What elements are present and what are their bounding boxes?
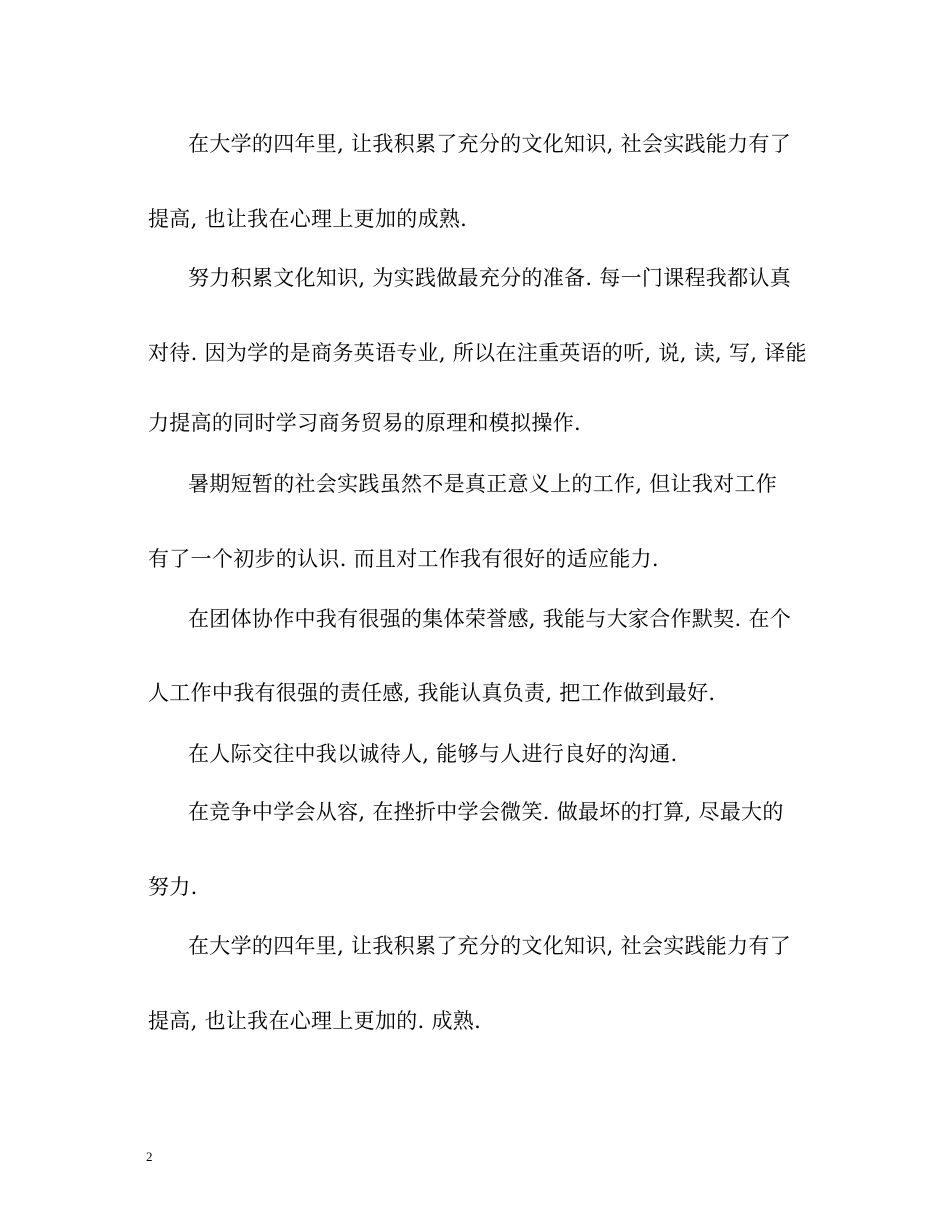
paragraph-6-line-2: 努力. (148, 875, 198, 899)
paragraph-4-line-1: 在团体协作中我有很强的集体荣誉感, 我能与大家合作默契. 在个 (188, 607, 791, 631)
paragraph-3-line-1: 暑期短暂的社会实践虽然不是真正意义上的工作, 但让我对工作 (188, 472, 778, 496)
paragraph-7-line-1: 在大学的四年里, 让我积累了充分的文化知识, 社会实践能力有了 (188, 934, 791, 958)
paragraph-1-line-2: 提高, 也让我在心理上更加的成熟. (148, 207, 468, 231)
paragraph-2-line-3: 力提高的同时学习商务贸易的原理和模拟操作. (148, 411, 581, 435)
paragraph-2-line-2: 对待. 因为学的是商务英语专业, 所以在注重英语的听, 说, 读, 写, 译能 (148, 341, 807, 365)
paragraph-2-line-1: 努力积累文化知识, 为实践做最充分的准备. 每一门课程我都认真 (188, 266, 791, 290)
page-number: 2 (146, 1149, 153, 1164)
paragraph-6-line-1: 在竞争中学会从容, 在挫折中学会微笑. 做最坏的打算, 尽最大的 (188, 800, 784, 824)
paragraph-4-line-2: 人工作中我有很强的责任感, 我能认真负责, 把工作做到最好. (148, 681, 716, 705)
paragraph-7-line-2: 提高, 也让我在心理上更加的. 成熟. (148, 1009, 482, 1033)
paragraph-5-line-1: 在人际交往中我以诚待人, 能够与人进行良好的沟通. (188, 742, 678, 766)
paragraph-3-line-2: 有了一个初步的认识. 而且对工作我有很好的适应能力. (148, 547, 659, 571)
paragraph-1-line-1: 在大学的四年里, 让我积累了充分的文化知识, 社会实践能力有了 (188, 132, 791, 156)
